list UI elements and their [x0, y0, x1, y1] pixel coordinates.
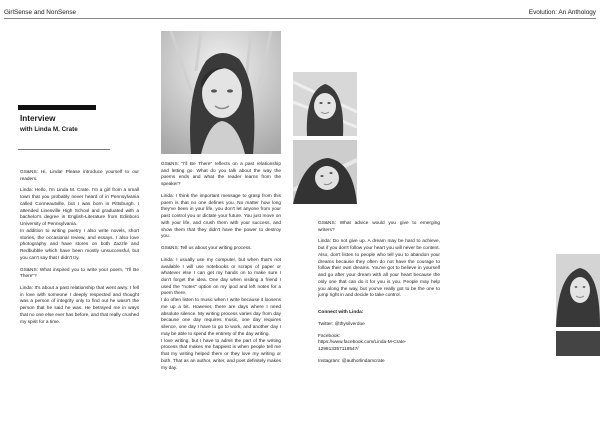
header-rule: [4, 18, 596, 19]
answer-writing-process-music: I do often listen to music when I write because it loosens me up a bit. However, there are days where I need absolute silence. My writing process varies day from day because one day requires music, one day requires silence, one day I have to go to work, and another day I may be able to spend the entirety of the day writing.: [161, 298, 281, 337]
answer-advice: Linda: Do not give up. A dream may be hard to achieve, but if you don't follow your heart you will never be content.: [318, 239, 440, 252]
portrait-photo-edge: [556, 254, 600, 327]
answer-advice-continued: Also, don't listen to people who tell you to abandon your dreams because they often do not have the courage to follow their own dreams. You've got to believe in yourself and go after your dream with all your heart because the only one that can do it for you is you. People may help you along the way, but you've really got to be the one to jump right in and decide to take control.: [318, 252, 440, 299]
answer-poem-ending: Linda: I think the important message to grasp from this poem is that no one defines you. No matter how long they've been in your life, you don't let anyone from your past control you or dictate your future. You just move on with your life, and crush them with your success, and show them that they didn't have the power to destroy you.: [161, 193, 281, 240]
portrait-photo-main: [161, 31, 281, 154]
running-header-right: Evolution: An Anthology: [528, 9, 596, 16]
page-title: Interview: [20, 114, 56, 123]
answer-writing-process-love: I love writing, but I have to admit the part of the writing process that makes me happiest is when people tell me that my writing helped them or they love my writing or both. That as an author, writer, and poet definitely makes my day.: [161, 338, 281, 371]
connect-heading: Connect with Linda:: [318, 310, 364, 316]
page-subtitle: with Linda M. Crate: [20, 126, 78, 133]
answer-intro-continued: In addition to writing poetry I also write novels, short stories, the occasional review, and essays. I also love photography and have stores on both Zazzle and Redbubble which have been mostly unsuccessful, but you can't say that I didn't try.: [20, 228, 139, 261]
answer-inspiration: Linda: It's about a past relationship that went awry. I fell in love with someone I deeply respected and thought was a person of integrity only to find out he wasn't the person that he said he was. He betrayed me in ways that no one else ever has before, and that really crushed my spirit for a time.: [20, 286, 139, 325]
article-column-1: [20, 170, 139, 331]
question-writing-process: GS&NS: Tell us about your writing process.: [161, 246, 252, 252]
facebook-label: Facebook:: [318, 333, 341, 339]
portrait-photo-small-1: [293, 72, 357, 136]
question-advice: GS&NS: What advice would you give to emerging writers?: [318, 221, 440, 233]
question-inspiration: GS&NS: What inspired you to write your poem, "I'll Be There"?: [20, 267, 139, 280]
facebook-link[interactable]: https://www.facebook.com/Linda-M-Crate-129813357118547/: [318, 340, 407, 353]
answer-writing-process: Linda: I usually use my computer, but when that's not available I will use notebooks or scraps of paper or whatever else I can get my hands on to make sure I don't forget the idea. One day when visiting a friend I used the "notes" option on my ipod and left notes for a poem there.: [161, 257, 281, 297]
question-poem-ending: GS&NS: "I'll Be There" reflects on a past relationship and letting go. What do you talk about the way the poems ends and what the reader learns from the speaker?: [161, 162, 281, 188]
answer-intro: Linda: Hello, I'm Linda M. Crate. I'm a girl from a small town that you probably never heard of in Pennsylvania called Conneautville, but I was born in Pittsburgh. I attended Linesville High School and graduated with a bachelor's degree in English-Literature from Edinboro University of Pennsylvania.: [20, 188, 139, 228]
photo-strip-dark: [556, 331, 600, 356]
article-column-2: [161, 162, 281, 377]
twitter-handle: Twitter: @thysilverdoe: [318, 321, 365, 327]
running-header-left: GirlSense and NonSense: [4, 9, 77, 16]
question-intro: GS&NS: Hi, Linda! Please introduce yourself to our readers.: [20, 170, 139, 182]
title-bar: [18, 105, 96, 110]
title-rule: [18, 149, 110, 150]
article-column-3: [318, 221, 440, 370]
instagram-handle: Instagram: @authorlindamcrate: [318, 358, 385, 364]
portrait-photo-small-2: [293, 140, 357, 204]
